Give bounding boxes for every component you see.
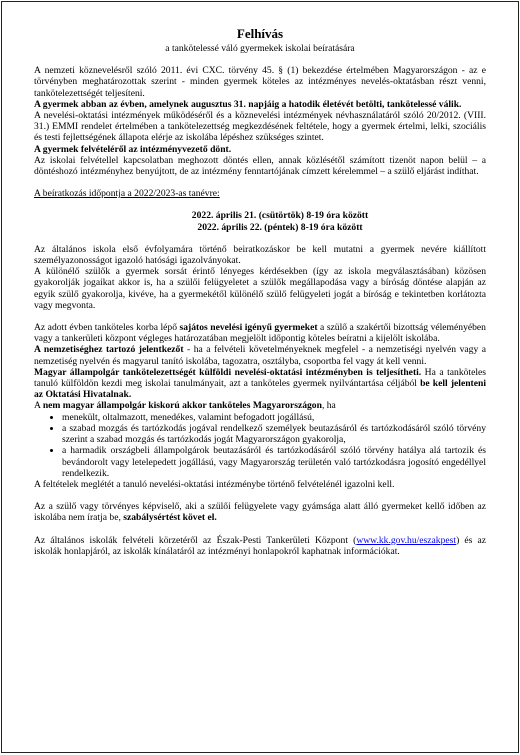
district-website-link[interactable]: www.kk.gov.hu/eszakpest xyxy=(356,534,457,546)
foreign-citizen-conditions-list xyxy=(34,412,486,479)
paragraph-separated-parents: A különélő szülők a gyermek sorsát érintő lényeges kérdésekben (így az iskola megválasztásában) közösen gyakorolják jogaikat akkor is, ha a szülői felügyeletet a szülők megállapodása vagy a bíróság döntése alapján az egyik szülő gyakorolja, kivéve, ha a gyermekétől különélő szülő felügyeleti jogát a bíróság e tekintetben korlátozta vagy megvonta. xyxy=(34,266,486,311)
document-page xyxy=(1,1,519,753)
enrollment-heading: A beíratkozás időpontja a 2022/2023-as tanévre: xyxy=(34,188,220,200)
paragraph-appeal: Az iskolai felvétellel kapcsolatban meghozott döntés ellen, annak közlésétől számított tizenöt napon belül – a döntéshozó intézményhez benyújtott, de az intézmény fenntartójának címzett kérelemmel – a szülő eljárást indíthat. xyxy=(34,154,486,178)
paragraph-abroad: Magyar állampolgár tankötelezettségét külföldi nevelési-oktatási intézményben is teljesítheti. Ha a tanköteles tanuló külföldön kezdi meg iskolai tanulmányait, azt a tanköteles gyermek nyilvántartása céljából be kell jelenteni az Oktatási Hivatalnak. xyxy=(34,366,486,401)
list-item: • a harmadik országbeli állampolgárok beutazásáról és tartózkodásáról szóló törvény hatálya alá tartozik és bevándorolt vagy letelepedett jogállású, vagy Magyarország területén való tartózkodásra jogosító engedéllyel rendelkezik. xyxy=(62,445,486,479)
page-title: Felhívás xyxy=(236,26,284,41)
paragraph-foreign-citizen: A nem magyar állampolgár kiskorú akkor tanköteles Magyarországon, ha xyxy=(34,400,336,412)
paragraph-special-needs: Az adott évben tanköteles korba lépő sajátos nevelési igényű gyermeket a szülő a szakértői bizottság véleményében vagy a tankerületi központ végleges határozatában megjelölt időpontig köteles beíratni a kijelölt iskolába. xyxy=(34,322,486,345)
paragraph-age-rule: A gyermek abban az évben, amelynek augusztus 31. napjáig a hatodik életévét betölti, tankötelessé válik. xyxy=(34,98,462,110)
paragraph-regulation: A nevelési-oktatási intézmények működéséről és a köznevelési intézmények névhasználatáról szóló 20/2012. (VIII. 31.) EMMI rendelet értelmében a tankötelezettség megkezdésének feltétele, hogy a gyermek értelmi, lelki, szociális és testi fejlettségének állapota elérje az iskolába lépéshez szükséges szintet. xyxy=(34,110,486,144)
page-subtitle: a tankötelessé váló gyermekek iskolai beíratására xyxy=(165,43,355,54)
list-item: • menekült, oltalmazott, menedékes, valamint befogadott jogállású, xyxy=(62,412,486,423)
enrollment-date-1: 2022. április 21. (csütörtök) 8-19 óra között xyxy=(191,210,369,222)
paragraph-admission-decision: A gyermek felvételéről az intézményvezető dönt. xyxy=(34,143,232,155)
paragraph-id-documents: Az általános iskola első évfolyamára történő beiratkozáskor be kell mutatni a gyermek nevére kiállított személyazonosságot igazoló hatósági igazolványokat. xyxy=(34,243,486,267)
list-item: • a szabad mozgás és tartózkodás jogával rendelkező személyek beutazásáról és tartózkodásáról szóló törvény szerint a szabad mozgás és tartózkodás jogát Magyarországon gyakorolja, xyxy=(62,423,486,445)
enrollment-date-2: 2022. április 22. (péntek) 8-19 óra között xyxy=(197,221,363,233)
paragraph-nationality: A nemzetiséghez tartozó jelentkezőt - ha a felvételi követelményeknek megfelel - a nemzetiségi nyelvén vagy a nemzetiség nyelvén és magyarul tanító iskolába, tagozatra, osztályba, csoportba fel vagy át kell venni. xyxy=(34,344,486,367)
paragraph-information: Az általános iskolák felvételi körzetéről az Észak-Pesti Tankerületi Központ (www.kk.gov.hu/eszakpest) és az iskolák honlapjáról, az iskolák kínálatáról az intézményi honlapokról kaphatnak információkat. xyxy=(34,534,487,557)
paragraph-proof: A feltételek meglétét a tanuló nevelési-oktatási intézménybe történő felvételénél igazolni kell. xyxy=(34,478,395,490)
paragraph-offence: Az a szülő vagy törvényes képviselő, aki a szülői felügyelete vagy gyámsága alatt álló gyermeket kellő időben az iskolába nem íratja be, szabálysértést követ el. xyxy=(34,501,486,524)
paragraph-law: A nemzeti köznevelésről szóló 2011. évi CXC. törvény 45. § (1) bekezdése értelmében Magyarországon - az e törvényben meghatározottak szerint - minden gyermek köteles az intézményes nevelés-oktatásban részt venni, tankötelezettségét teljesíteni. xyxy=(34,65,486,99)
